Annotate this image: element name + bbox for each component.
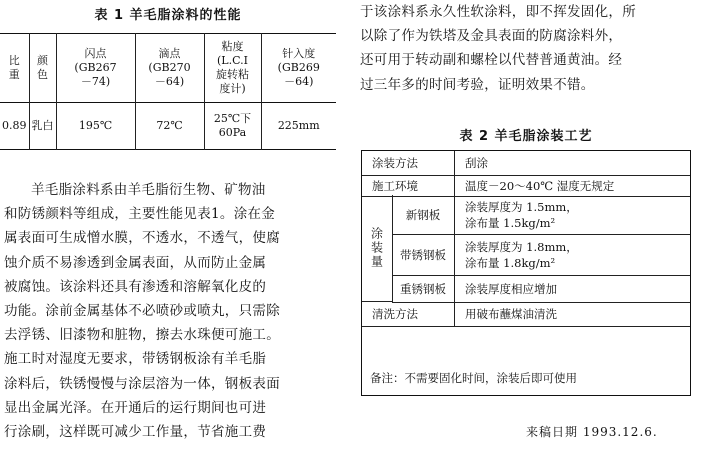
amount-label: 涂装量 [362,195,393,302]
text-line: 以除了作为铁塔及金具表面的防腐涂料外， [360,28,623,45]
text-line: 行涂刷，这样既可减少工作量，节省施工费 [4,424,267,441]
table-row [362,175,690,197]
text-line: 于该涂料系永久性软涂料，即不挥发固化，所 [360,4,636,20]
method-label: 涂装方法 [362,151,455,175]
header-flash-point: 闪点 (GB267 －74) [56,34,135,103]
received-date: 来稿日期 1993.12.6. [526,425,658,439]
text-line: 涂料后，铁锈慢慢与涂层溶为一体，钢板表面 [4,375,280,392]
cell-density: 0.89 [2,119,27,132]
clean-value: 用破布蘸煤油清洗 [465,307,557,321]
cell-penetration: 225mm [261,103,336,150]
table1-header-row [0,34,336,103]
env-value: 温度－20～40℃ 湿度无规定 [465,178,615,193]
header-color: 颜 色 [29,34,56,103]
heavy-rust-value: 涂装厚度相应增加 [465,281,557,296]
process-table [361,150,691,396]
text-line: 去浮锈、旧漆物和脏物，擦去水珠便可施工。 [4,327,280,344]
rusted-steel-value: 涂装厚度为 1.8mm， 涂布量 1.8kg/m² [465,239,578,270]
text-line: 还可用于转动副和螺栓以代替普通黄油。经 [360,52,623,69]
table2-caption: 表 2 羊毛脂涂装工艺 [459,129,593,144]
heavy-rust-label: 重锈钢板 [392,275,455,302]
rusted-steel-label: 带锈钢板 [392,234,455,275]
text-line: 施工时对湿度无要求，带锈钢板涂有羊毛脂 [4,351,267,368]
table-row [392,196,690,235]
text-line: 被腐蚀。该涂料还具有渗透和溶解氧化皮的 [4,278,267,295]
table1-caption: 表 1 羊毛脂涂料的性能 [94,8,242,23]
table-row [392,234,690,276]
right-body-text [360,0,696,97]
text-line: 功能。涂前金属基体不必喷砂或喷丸，只需除 [4,303,280,320]
table-row [362,302,690,327]
left-body-text [4,178,334,444]
text-line: 显出金属光泽。在开通后的运行期间也可进 [4,399,267,416]
header-drop-point: 滴点 (GB270 －64) [135,34,204,103]
table-row [362,151,690,176]
properties-table [0,33,336,150]
text-line: 属表面可生成憎水膜，不透水，不透气，使腐 [4,230,280,247]
header-density: 比 重 [8,54,20,81]
text-line: 和防锈颜料等组成，主要性能见表1。涂在金 [4,206,276,223]
new-steel-value: 涂装厚度为 1.5mm， 涂布量 1.5kg/m² [465,200,578,230]
table-row [392,275,690,303]
cell-viscosity: 25℃下 60Pa [204,103,261,150]
env-label: 施工环境 [362,175,455,196]
cell-color: 乳白 [29,103,56,150]
cell-drop-point: 72℃ [135,103,204,150]
cell-flash-point: 195℃ [56,103,135,150]
method-value: 刮涂 [465,156,488,170]
text-line: 过三年多的时间考验，证明效果不错。 [360,76,595,93]
table2-note: 备注：不需要固化时间，涂装后即可使用 [370,371,577,385]
text-line: 羊毛脂涂料系由羊毛脂衍生物、矿物油 [31,182,266,198]
clean-label: 清洗方法 [362,302,455,326]
header-viscosity: 粘度 (L.C.I 旋转粘 度计) [204,34,261,103]
table-row [0,103,336,150]
text-line: 蚀介质不易渗透到金属表面，从而防止金属 [4,254,267,271]
header-penetration: 针入度 (GB269 －64) [261,34,336,103]
new-steel-label: 新钢板 [392,196,455,234]
